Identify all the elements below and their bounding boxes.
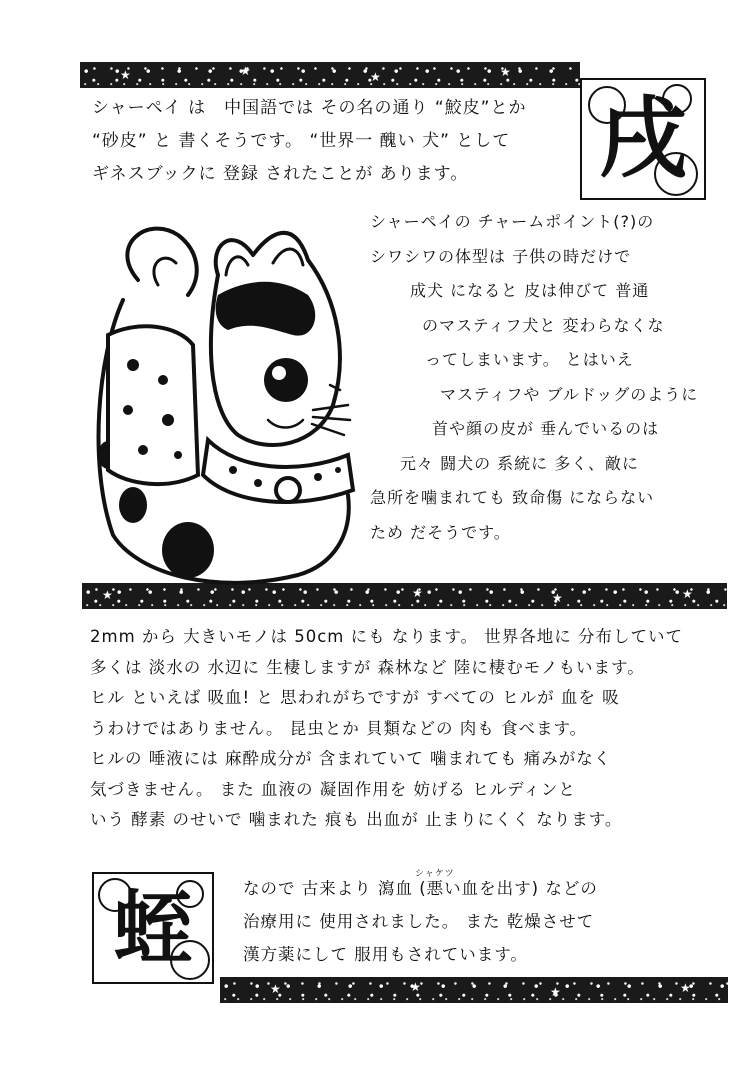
- text-line: 成犬 になると 皮は伸びて 普通: [410, 281, 650, 300]
- text-line: “砂皮” と 書くそうです。 “世界一 醜い 犬” として: [92, 131, 511, 151]
- dog-side-text: [370, 205, 698, 550]
- text-line: シャーペイ は 中国語では その名の通り “鮫皮”とか: [92, 98, 527, 118]
- dog-intro-text: [92, 92, 527, 191]
- text-line: ギネスブックに 登録 されたことが あります。: [92, 164, 469, 184]
- text-line: マスティフや ブルドッグのように: [440, 384, 699, 404]
- text-line: うわけではありません。 昆虫とか 貝類などの 肉も 食べます。: [90, 718, 588, 738]
- text-line: のマスティフ犬と 変わらなくな: [422, 315, 665, 335]
- dog-toy-illustration: [68, 205, 368, 610]
- zodiac-kanji-leech: 蛭: [113, 881, 193, 975]
- text-line: ヒルの 唾液には 麻酔成分が 含まれていて 噛まれても 痛みがなく: [90, 749, 612, 768]
- leech-side-text: [243, 872, 598, 971]
- text-line: 気づきません。 また 血液の 凝固作用を 妨げる ヒルディンと: [90, 779, 576, 799]
- star-band-top: ★ ★ ★ ★: [80, 62, 580, 88]
- text-line: 多くは 淡水の 水辺に 生棲しますが 森林など 陸に棲むモノもいます。: [90, 657, 645, 677]
- text-line: 漢方薬にして 服用もされています。: [243, 945, 528, 964]
- text-line: いう 酵素 のせいで 噛まれた 痕も 出血が 止まりにくく なります。: [90, 810, 623, 829]
- leech-body-text: [90, 622, 683, 836]
- text-line: 治療用に 使用されました。 また 乾燥させて: [243, 912, 595, 931]
- text-line: なので 古来より 瀉血 (悪い血を出す) などの: [243, 879, 598, 898]
- zodiac-seal-leech: [92, 872, 214, 984]
- text-line: ヒル といえば 吸血! と 思われがちですが すべての ヒルが 血を 吸: [90, 688, 620, 707]
- text-line: シャーペイの チャームポイント(?)の: [370, 212, 655, 231]
- text-line: 元々 闘犬の 系統に 多く、敵に: [400, 453, 639, 473]
- star-band-middle: ★ ★ ★ ★: [82, 583, 727, 609]
- text-line: 急所を噛まれても 致命傷 にならない: [370, 488, 655, 507]
- text-line: ため だそうです。: [370, 522, 511, 542]
- text-line: 2mm から 大きいモノは 50cm にも なります。 世界各地に 分布していて: [90, 627, 684, 646]
- text-line: ってしまいます。 とはいえ: [425, 350, 634, 369]
- text-line: 首や顔の皮が 垂んでいるのは: [432, 419, 660, 438]
- zodiac-kanji-dog: 戌: [598, 86, 687, 190]
- furigana-ruby: シャケツ: [415, 869, 455, 879]
- star-band-bottom: ★ ★ ★ ★: [220, 977, 728, 1003]
- text-line: シワシワの体型は 子供の時だけで: [370, 246, 632, 266]
- zodiac-seal-dog: [580, 78, 706, 200]
